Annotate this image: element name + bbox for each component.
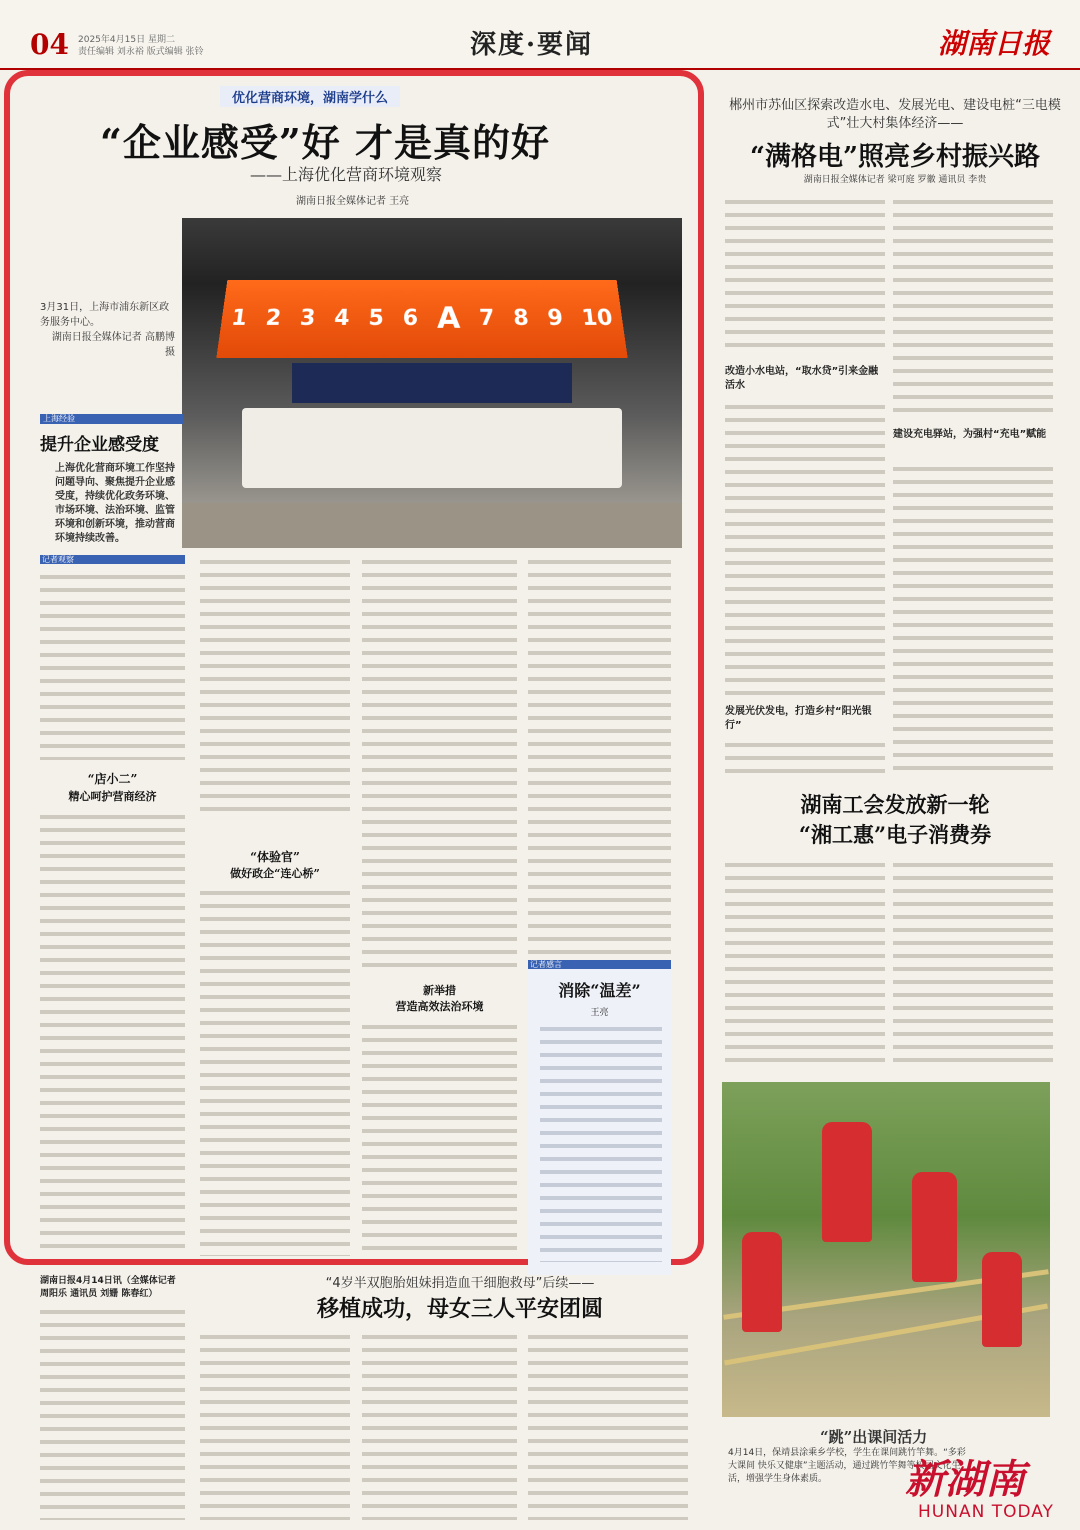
article-column-2 xyxy=(200,555,350,820)
counter-number: 8 xyxy=(512,305,530,331)
masthead-logo: 湖南日报 xyxy=(937,27,1050,60)
display-screens xyxy=(292,363,572,403)
union-headline-line1: 湖南工会发放新一轮 xyxy=(800,792,990,817)
subtitle-1a: “店小二” xyxy=(87,772,138,786)
quote-tag: 记者感言 xyxy=(530,960,562,969)
counter-number: 7 xyxy=(478,305,496,331)
counter-number: 6 xyxy=(402,305,419,331)
right-subtitle-2: 建设充电驿站，为强村“充电”赋能 xyxy=(893,429,1047,440)
union-column-a xyxy=(725,858,885,1068)
quote-author: 王亮 xyxy=(590,1008,609,1018)
right-story-lead: 郴州市苏仙区探索改造水电、发展光电、建设电桩“三电模式”壮大村集体经济—— xyxy=(729,98,1061,131)
sidebar-body: 上海优化营商环境工作坚持问题导向、聚焦提升企业感受度，持续优化政务环境、市场环境、法治环境、监管环境和创新环境，推动营商环境持续改善。 xyxy=(55,463,175,544)
counter-letter: A xyxy=(436,301,461,336)
column-tag: 记者观察 xyxy=(42,555,74,564)
right-column-b xyxy=(893,195,1053,420)
photo-credit: 湖南日报全媒体记者 高鹏博 摄 xyxy=(51,332,175,358)
date-line: 2025年4月15日 星期二 xyxy=(78,35,175,45)
union-headline-line2: “湘工惠”电子消费券 xyxy=(798,822,992,847)
floor xyxy=(182,503,682,548)
sidebar-title: 提升企业感受度 xyxy=(40,435,159,455)
right-subtitle-3: 发展光伏发电，打造乡村“阳光银行” xyxy=(725,706,872,731)
service-center-photo[interactable] xyxy=(182,218,682,548)
right-column-b2 xyxy=(893,462,1053,772)
photo-caption-text: 3月31日，上海市浦东新区政务服务中心。 xyxy=(40,302,170,328)
subtitle-3a: 新举措 xyxy=(423,984,456,997)
photo2-caption: 4月14日，保靖县涂乘乡学校，学生在课间跳竹竿舞。“多彩大课间 快乐又健康”主题活动，通过跳竹竿舞等校园文化生活，增强学生身体素质。 xyxy=(728,1448,966,1484)
article-column-4 xyxy=(528,555,671,955)
bottom-story-headline[interactable]: 移植成功，母女三人平安团圆 xyxy=(316,1296,603,1322)
header-meta xyxy=(78,34,204,58)
service-counter xyxy=(242,408,622,488)
bottom-column-3 xyxy=(362,1330,517,1520)
page-number: 04 xyxy=(30,28,69,61)
counter-number: 3 xyxy=(298,305,317,331)
xinhunan-logo: 新湖南 xyxy=(905,1456,1025,1503)
counter-number: 4 xyxy=(333,305,351,331)
right-column-a3 xyxy=(725,738,885,778)
student-figure xyxy=(912,1172,957,1282)
section-title: 深度·要闻 xyxy=(470,30,594,60)
counter-number: 1 xyxy=(229,305,249,331)
subtitle-3b: 营造高效法治环境 xyxy=(395,1000,484,1013)
counter-number: 5 xyxy=(368,305,385,331)
bottom-column-2 xyxy=(200,1330,350,1520)
subtitle-2b: 做好政企“连心桥” xyxy=(230,867,320,880)
counter-number: 10 xyxy=(580,305,615,331)
student-figure xyxy=(822,1122,872,1242)
union-story-headline[interactable] xyxy=(725,790,1065,850)
bottom-byline: 湖南日报4月14日讯（全媒体记者 周阳乐 通讯员 刘姗 陈春红） xyxy=(40,1276,176,1299)
main-story-subhead: ——上海优化营商环境观察 xyxy=(250,165,443,184)
subtitle-1b: 精心呵护营商经济 xyxy=(68,790,157,803)
article-column-1 xyxy=(40,570,185,760)
photo2-title: “跳”出课间活力 xyxy=(820,1428,928,1446)
main-story-kicker: 优化营商环境，湖南学什么 xyxy=(220,86,400,107)
quote-title: 消除“温差” xyxy=(558,981,641,1000)
bottom-column-1 xyxy=(40,1305,185,1520)
right-story-headline[interactable]: “满格电”照亮乡村振兴路 xyxy=(750,142,1040,172)
sidebar-tag: 上海经验 xyxy=(40,414,183,424)
main-story-byline: 湖南日报全媒体记者 王亮 xyxy=(296,196,410,207)
student-figure xyxy=(742,1232,782,1332)
bottom-story-lead: “4岁半双胞胎姐妹捐造血干细胞救母”后续—— xyxy=(325,1276,595,1291)
right-subtitle-1: 改造小水电站，“取水贷”引来金融活水 xyxy=(725,366,879,391)
union-column-b xyxy=(893,858,1053,1068)
article-column-3b xyxy=(362,1020,517,1256)
subtitle-2a: “体验官” xyxy=(250,850,300,864)
bottom-column-4 xyxy=(528,1330,688,1520)
counter-number: 9 xyxy=(546,305,565,331)
counter-canopy xyxy=(216,280,627,358)
main-story-headline[interactable]: “企业感受”好 才是真的好 xyxy=(100,120,550,165)
student-figure xyxy=(982,1252,1022,1347)
bamboo-dance-photo[interactable] xyxy=(722,1082,1050,1417)
article-column-3 xyxy=(362,555,517,975)
hunan-today-logo: HUNAN TODAY xyxy=(918,1502,1054,1522)
editors-line: 责任编辑 刘永裕 版式编辑 张铃 xyxy=(78,47,204,57)
quote-body xyxy=(540,1022,662,1262)
counter-number: 2 xyxy=(264,305,283,331)
right-column-a2 xyxy=(725,400,885,700)
article-column-1b xyxy=(40,810,185,1255)
photo-caption xyxy=(40,300,175,360)
right-story-byline: 湖南日报全媒体记者 梁可庭 罗徽 通讯员 李贵 xyxy=(803,175,987,185)
right-column-a xyxy=(725,195,885,355)
article-column-2b xyxy=(200,886,350,1256)
